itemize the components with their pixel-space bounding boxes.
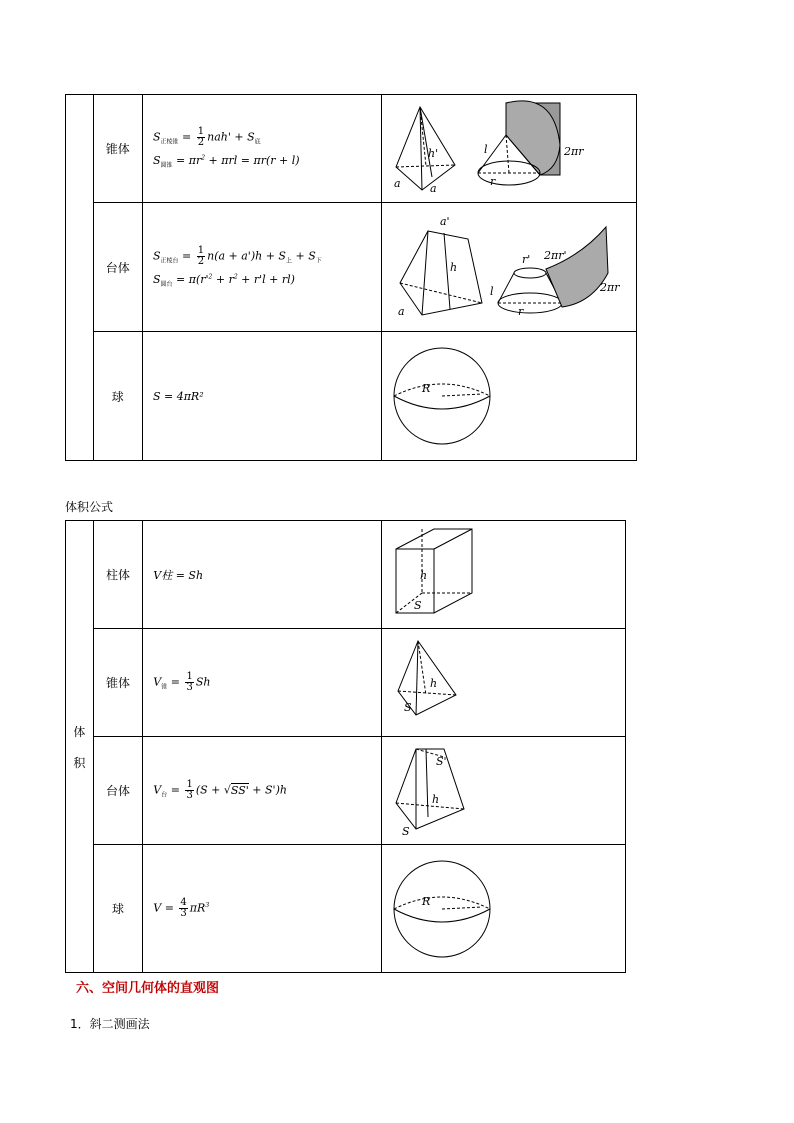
label-h-prism: h	[419, 569, 428, 582]
figure-frustum-volume	[381, 737, 625, 845]
frustum-figure	[382, 203, 636, 331]
category-char-2: 积	[73, 755, 86, 770]
label-S-frustum: S	[401, 825, 410, 838]
label-h: h	[449, 261, 458, 274]
figure-frustum-surface	[381, 203, 636, 332]
surface-area-table	[65, 94, 637, 461]
figure-sphere-volume	[381, 845, 625, 973]
label-r-prime: r'	[521, 253, 531, 266]
label-R: R	[421, 382, 431, 395]
figure-pyramid	[381, 629, 625, 737]
label-S-prime: S'	[435, 755, 447, 768]
pyramid-cone-figure	[382, 95, 636, 202]
row-name-sphere-volume: 球	[93, 845, 142, 973]
formula-sphere-volume: V = $\frac{4}{3}$ $\pi R^3$	[143, 845, 382, 973]
label-2pi-r: 2πr	[563, 145, 584, 158]
formula-prism-volume: V柱 = Sh	[143, 521, 382, 629]
label-h-pyramid: h	[429, 677, 438, 690]
row-name-prism: 柱体	[93, 521, 142, 629]
figure-prism	[381, 521, 625, 629]
figure-cone-surface	[381, 95, 636, 203]
prism-figure	[382, 521, 625, 628]
label-a-prime: a'	[439, 215, 450, 228]
sphere-volume-figure	[382, 845, 625, 972]
formula-pyramid-volume: $V_锥$ = $\frac{1}{3}$ Sh	[143, 629, 382, 737]
label-h-frustum: h	[431, 793, 440, 806]
label-a: a	[397, 305, 405, 318]
label-r-frustum: r	[517, 305, 524, 318]
row-name-cone: 锥体	[93, 95, 142, 203]
volume-table	[65, 520, 626, 973]
category-char-1: 体	[73, 724, 86, 739]
formula-frustum-surface: $S_{正棱台}$ = $\frac{1}{2}$ $n(a + a')h + S_上 + S_下$ $S_{圆台} = \pi(r'^2 + r^2 + r'l + rl)$	[142, 203, 381, 332]
row-name-frustum: 台体	[93, 203, 142, 332]
label-l-frustum: l	[489, 285, 494, 298]
category-volume	[66, 521, 94, 973]
subsection-title: 1．斜二测画法	[70, 1017, 150, 1031]
formula-frustum-volume: $V_台$ = $\frac{1}{3}$ (S + √SS' + S')h	[143, 737, 382, 845]
label-2pi-r-prime: 2πr'	[543, 249, 567, 262]
figure-sphere-surface	[381, 332, 636, 461]
label-R-volume: R	[421, 895, 431, 908]
section-heading: 六、空间几何体的直观图	[76, 981, 220, 996]
pyramid-figure	[382, 629, 625, 736]
label-l: l	[483, 143, 488, 156]
label-a-2: a	[429, 182, 437, 195]
label-S-pyramid: S	[403, 701, 412, 714]
row-name-sphere: 球	[93, 332, 142, 461]
formula-cone-surface: $S_{正棱锥}$ = $\frac{1}{2}$ $nah' + S_底$ $S_{圆锥} = \pi r^2 + \pi rl = \pi r(r + l)$	[142, 95, 381, 203]
label-S-prism: S	[413, 599, 422, 612]
frustum-volume-figure	[382, 737, 625, 844]
label-h-prime: h'	[427, 147, 439, 160]
label-2pi-r-frustum: 2πr	[599, 281, 620, 294]
row-name-frustum-volume: 台体	[93, 737, 142, 845]
volume-caption: 体积公式	[65, 500, 114, 514]
label-r: r	[489, 175, 496, 188]
label-a-1: a	[393, 177, 401, 190]
row-name-pyramid: 锥体	[93, 629, 142, 737]
sphere-figure	[382, 332, 636, 460]
category-cell	[66, 95, 94, 461]
formula-sphere-surface: S = 4πR²	[142, 332, 381, 461]
